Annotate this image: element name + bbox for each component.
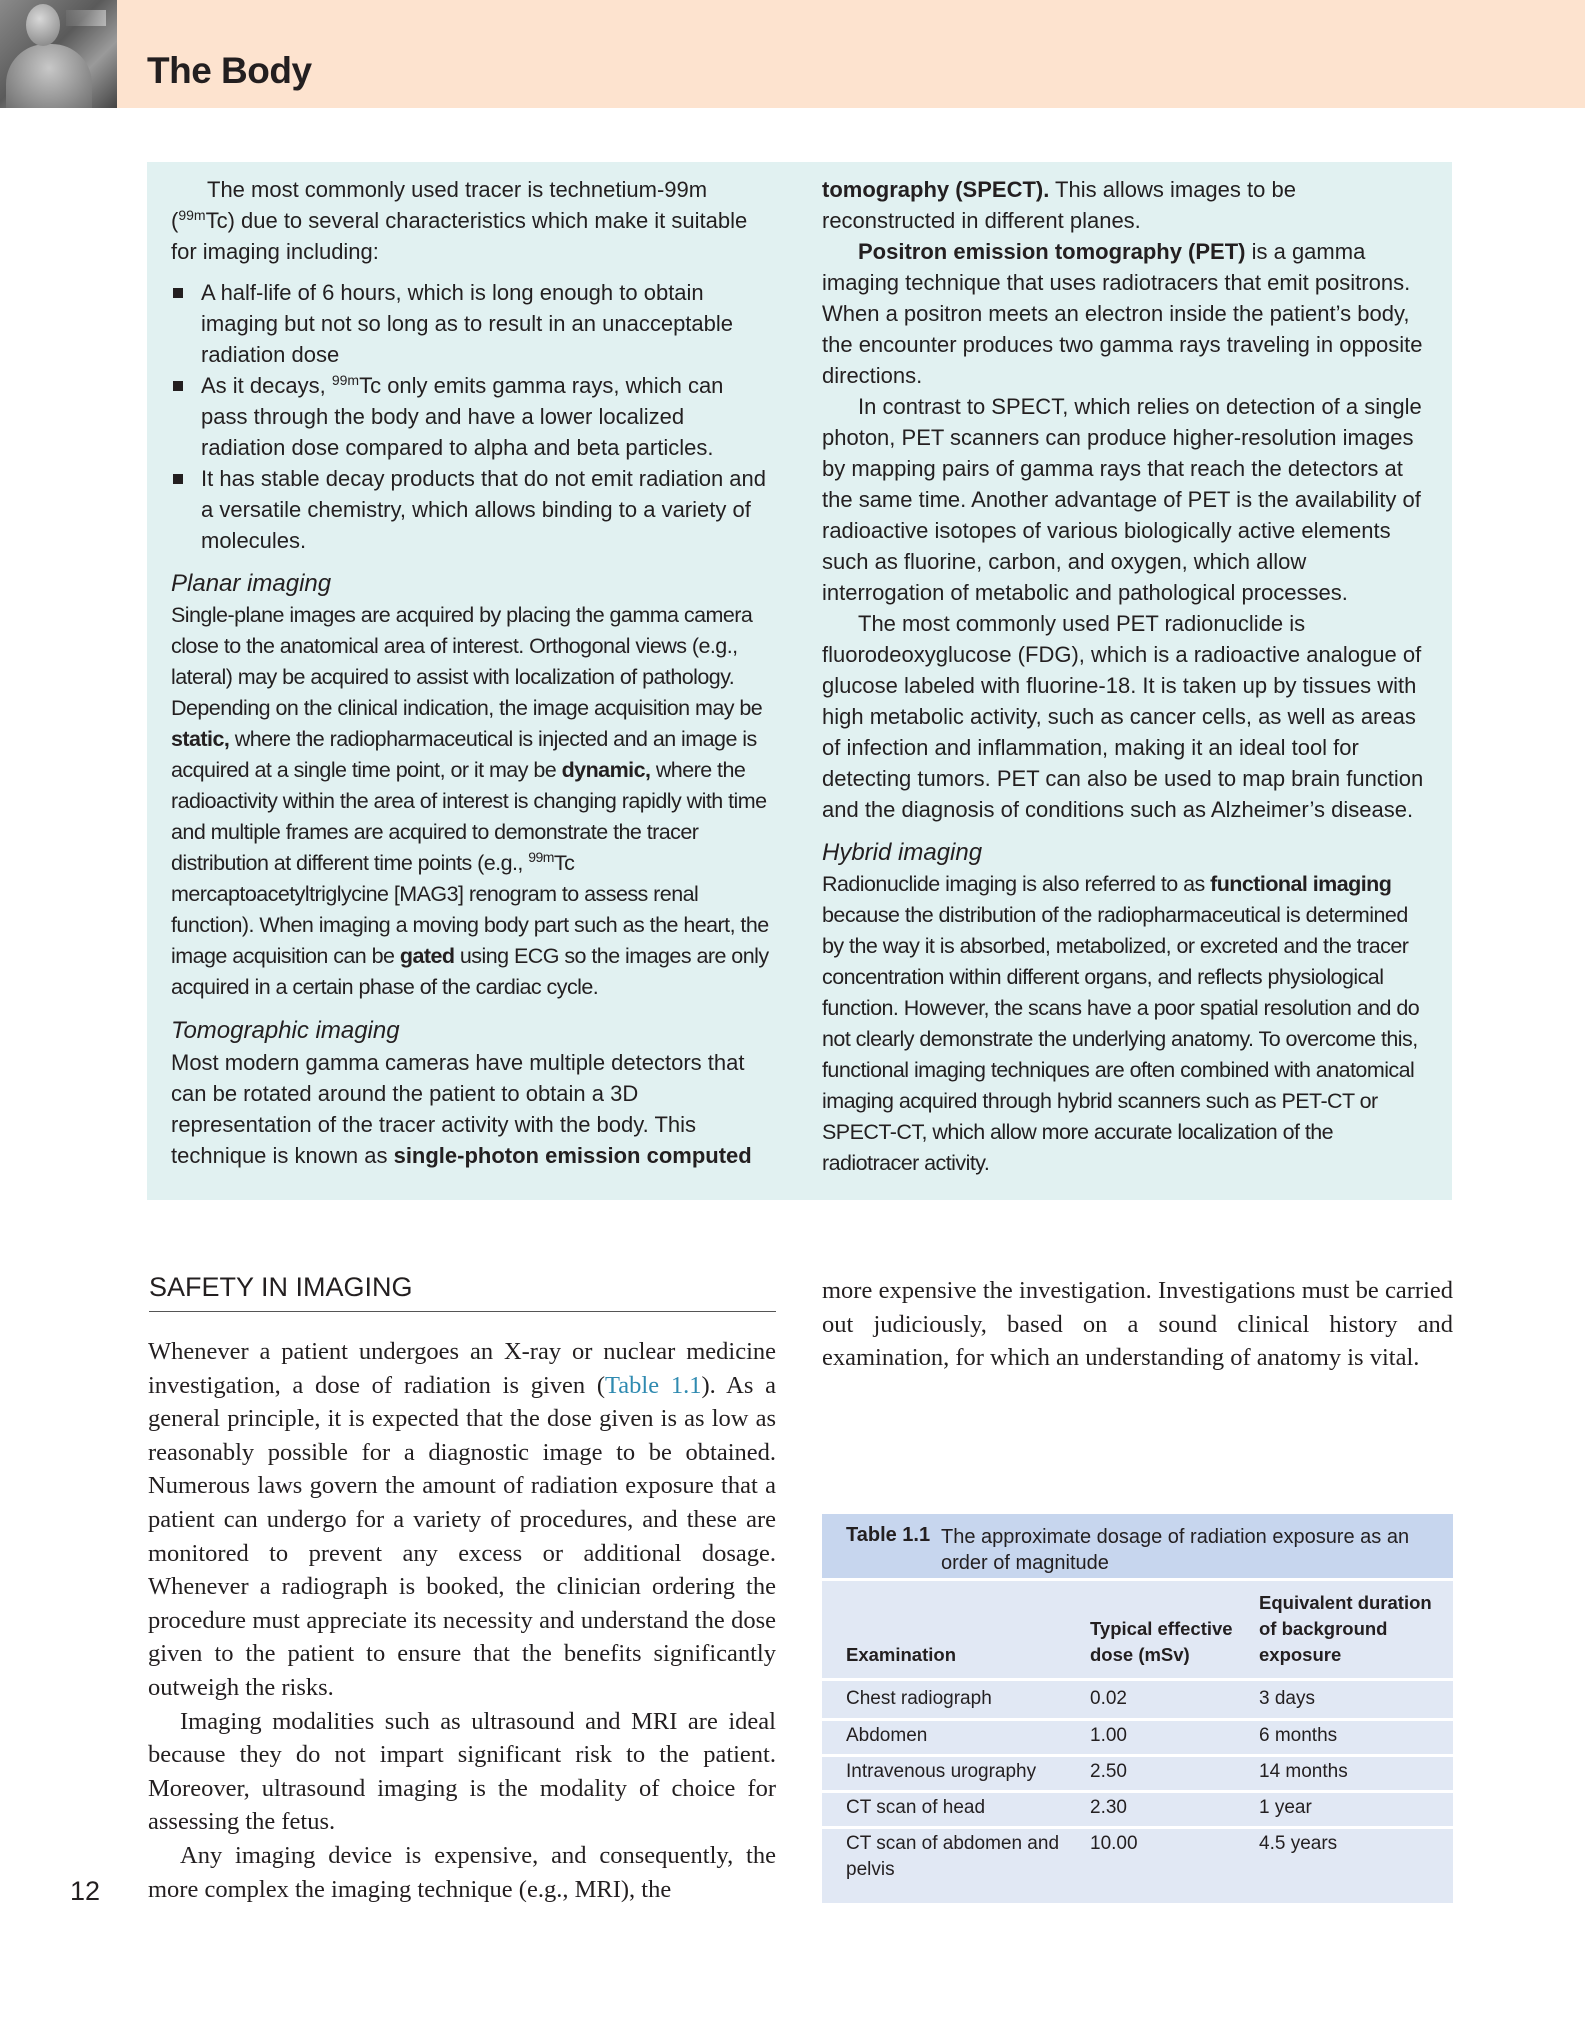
column-header-dose: Typical effective dose (mSv) [1090, 1618, 1233, 1665]
cell-examination: CT scan of abdomen and pelvis [846, 1833, 1060, 1880]
cell-duration: 6 months [1259, 1725, 1338, 1746]
table-rule [822, 1754, 1453, 1757]
body-figure-thumbnail [0, 0, 117, 108]
table-rule [822, 1790, 1453, 1793]
tracer-characteristics-list [171, 277, 771, 556]
safety-left-column [148, 1335, 776, 1906]
table-rule [822, 1678, 1453, 1681]
cell-dose: 0.02 [1090, 1688, 1127, 1709]
hybrid-imaging-text: Radionuclide imaging is also referred to as functional imaging because the distribution of the radiopharmaceutical is determined by the way it is absorbed, metabolized, or excreted and the tracer concentration within different organs, and reflects physiological function. However, the scans have a poor spatial resolution and do not clearly demonstrate the underlying anatomy. To overcome this, functional imaging techniques are often combined with anatomical imaging acquired through hybrid scanners such as PET-CT or SPECT-CT, which allow more accurate localization of the radiotracer activity. [822, 872, 1420, 1175]
table-caption: The approximate dosage of radiation exposure as an order of magnitude [941, 1526, 1410, 1574]
cell-duration: 4.5 years [1259, 1833, 1338, 1854]
hybrid-imaging-heading: Hybrid imaging [822, 839, 983, 866]
planar-imaging-heading: Planar imaging [171, 570, 332, 597]
safety-right-column [822, 1274, 1453, 1375]
table-caption-bar [822, 1514, 1453, 1578]
cost-paragraph: Any imaging device is expensive, and consequently, the more complex the imaging technique (e.g., MRI), the [148, 1841, 776, 1903]
box-left-column [171, 174, 771, 1171]
thumbnail-ray [66, 10, 106, 26]
thumbnail-torso [6, 44, 92, 108]
cell-duration: 3 days [1259, 1688, 1315, 1709]
table-reference-link[interactable]: Table 1.1 [605, 1371, 702, 1399]
modalities-paragraph: Imaging modalities such as ultrasound and MRI are ideal because they do not impart significant risk to the patient. Moreover, ultrasound imaging is the modality of choice for assessing the fetus. [148, 1707, 776, 1836]
cell-examination: Chest radiograph [846, 1688, 992, 1709]
list-item: It has stable decay products that do not emit radiation and a versatile chemistry, which allows binding to a variety of molecules. [171, 463, 771, 556]
fdg-paragraph: The most commonly used PET radionuclide is fluorodeoxyglucose (FDG), which is a radioactive analogue of glucose labeled with fluorine-18. It is taken up by tissues with high metabolic activity, such as cancer cells, as well as areas of infection and inflammation, making it an ideal tool for detecting tumors. PET can also be used to map brain function and the diagnosis of conditions such as Alzheimer’s disease. [822, 611, 1424, 822]
table-rule [822, 1826, 1453, 1829]
chapter-title: The Body [147, 50, 312, 91]
cell-dose: 1.00 [1090, 1725, 1127, 1746]
thumbnail-head [26, 4, 60, 46]
list-item: A half-life of 6 hours, which is long enough to obtain imaging but not so long as to result in an unacceptable radiation dose [171, 277, 771, 370]
cell-dose: 10.00 [1090, 1833, 1138, 1854]
cell-duration: 1 year [1259, 1797, 1312, 1818]
planar-imaging-text: Single-plane images are acquired by placing the gamma camera close to the anatomical area of interest. Orthogonal views (e.g., lateral) may be acquired to assist with localization of pathology. Depending on the clinical indication, the image acquisition may be static, where the radiopharmaceutical is injected and an image is acquired at a single time point, or it may be dynamic, where the radioactivity within the area of interest is changing rapidly with time and multiple frames are acquired to demonstrate the tracer distribution at different time points (e.g., $^{99m}$Tc mercaptoacetyltriglycine [MAG3] renogram to assess renal function). When imaging a moving body part such as the heart, the image acquisition can be gated using ECG so the images are only acquired in a certain phase of the cardiac cycle. [171, 603, 769, 999]
column-header-examination: Examination [846, 1644, 956, 1665]
radiation-dose-table [822, 1514, 1453, 1903]
cell-dose: 2.30 [1090, 1797, 1127, 1818]
cost-paragraph-continuation: more expensive the investigation. Investigations must be carried out judiciously, based on a sound clinical history and examination, for which an understanding of anatomy is vital. [822, 1277, 1453, 1372]
square-bullet-icon [173, 474, 183, 484]
cell-examination: Abdomen [846, 1725, 928, 1746]
cell-examination: Intravenous urography [846, 1761, 1037, 1782]
box-right-column [822, 174, 1432, 1179]
list-item: As it decays, $^{99m}$Tc only emits gamma rays, which can pass through the body and have a lower localized radiation dose compared to alpha and beta particles. [171, 370, 771, 463]
cell-duration: 14 months [1259, 1761, 1348, 1782]
pet-paragraph: Positron emission tomography (PET) is a gamma imaging technique that uses radiotracers that emit positrons. When a positron meets an electron inside the patient’s body, the encounter produces two gamma rays traveling in opposite directions. [822, 239, 1423, 388]
page-number: 12 [70, 1876, 101, 1906]
table-label: Table 1.1 [846, 1524, 931, 1546]
cell-dose: 2.50 [1090, 1761, 1127, 1782]
spect-continuation: tomography (SPECT). This allows images to be reconstructed in different planes. [822, 177, 1296, 233]
square-bullet-icon [173, 381, 183, 391]
cell-examination: CT scan of head [846, 1797, 986, 1818]
tomographic-imaging-text: Most modern gamma cameras have multiple detectors that can be rotated around the patient to obtain a 3D representation of the tracer activity with the body. This technique is known as single-photon emission computed [171, 1050, 752, 1168]
table-rule [822, 1578, 1453, 1581]
column-header-duration: Equivalent duration of background exposure [1259, 1592, 1432, 1665]
section-heading: SAFETY IN IMAGING [149, 1272, 776, 1312]
spect-vs-pet-paragraph: In contrast to SPECT, which relies on detection of a single photon, PET scanners can produce higher-resolution images by mapping pairs of gamma rays that reach the detectors at the same time. Another advantage of PET is the availability of radioactive isotopes of various biologically active elements such as fluorine, carbon, and oxygen, which allow interrogation of metabolic and pathological processes. [822, 394, 1422, 605]
table-rule [822, 1718, 1453, 1721]
tracer-intro: The most commonly used tracer is technetium-99m ($^{99m}$Tc) due to several characteristics which make it suitable for imaging including: [171, 177, 748, 264]
square-bullet-icon [173, 288, 183, 298]
tomographic-imaging-heading: Tomographic imaging [171, 1017, 400, 1044]
safety-paragraph: Whenever a patient undergoes an X-ray or nuclear medicine investigation, a dose of radiation is given (Table 1.1). As a general principle, it is expected that the dose given is as low as reasonably possible for a diagnostic image to be obtained. Numerous laws govern the amount of radiation exposure that a patient can undergo for a variety of procedures, and these are monitored to prevent any excess or additional dosage. Whenever a radiograph is booked, the clinician ordering the procedure must appreciate its necessity and understand the dose given to the patient to ensure that the benefits significantly outweigh the risks. [148, 1338, 776, 1701]
